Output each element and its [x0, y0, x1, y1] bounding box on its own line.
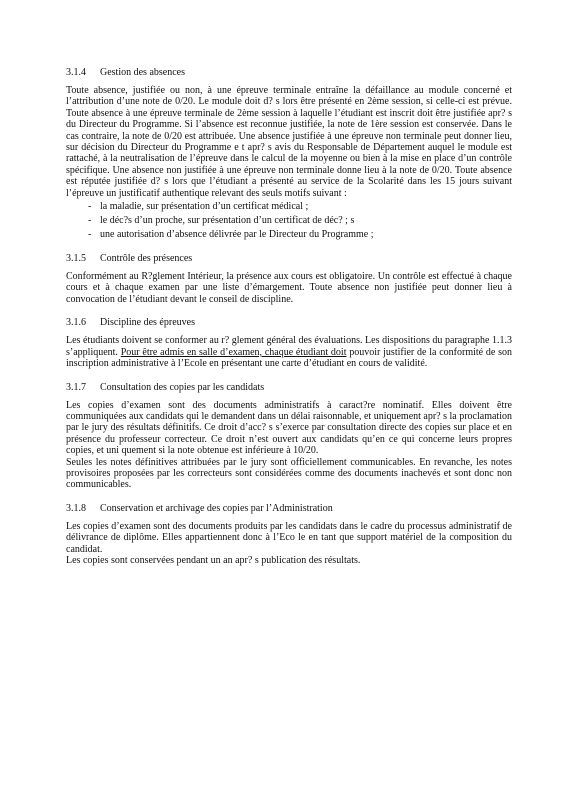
list-item-text: la maladie, sur présentation d’un certificat médical ;	[100, 201, 309, 213]
section-number: 3.1.6	[66, 317, 86, 329]
list-item-text: le déc?s d’un proche, sur présentation d’un certificat de déc? ; s	[100, 215, 355, 227]
list-item: - une autorisation d’absence délivrée par le Directeur du Programme ;	[88, 229, 374, 241]
section-conservation-copies	[66, 502, 512, 567]
section-title: Consultation des copies par les candidats	[100, 381, 265, 393]
section-heading	[66, 502, 512, 515]
section-number: 3.1.5	[66, 253, 86, 265]
section-paragraph	[66, 335, 512, 369]
section-heading	[66, 381, 512, 394]
section-paragraph: Les copies d’examen sont des documents produits par les candidats dans le cadre du processus administratif de délivrance de diplôme. Elles appartiennent donc à l’Eco le en tant que support matériel de la composition du candidat.	[66, 520, 512, 555]
paragraph-text: pouvoir justifier de la conformité de son inscription administrative à l’Ecole en présentant une carte d’étudiant en cours de validité.	[66, 346, 512, 370]
list-item-text: une autorisation d’absence délivrée par le Directeur du Programme ;	[100, 229, 374, 241]
section-heading	[66, 252, 512, 265]
list-item: - la maladie, sur présentation d’un certificat médical ;	[88, 201, 309, 213]
section-title: Conservation et archivage des copies par l’Administration	[100, 502, 333, 514]
underlined-text: Pour être admis en salle d’examen, chaque étudiant doit	[120, 346, 347, 358]
document-page	[66, 66, 512, 577]
paragraph-text: Les étudiants doivent se conformer au r? glement général des évaluations. Les dispositions du paragraphe 1.1.3 s’appliquent.	[66, 335, 512, 358]
list-item: - le déc?s d’un proche, sur présentation d’un certificat de déc? ; s	[88, 215, 355, 227]
section-heading	[66, 66, 512, 79]
section-number: 3.1.7	[66, 381, 86, 393]
section-number: 3.1.4	[66, 67, 86, 78]
section-gestion-absences	[66, 66, 512, 241]
section-paragraph: Les copies d’examen sont des documents administratifs à caract?re nominatif. Elles doivent être communiquées aux candidats qui le demandent dans un délai raisonnable, et uniquement apr? s la proclamation par le jury des résultats définitifs. Ce droit d’acc? s s’exerce par consultation directe des copies sur place et en présence du professeur correcteur. Ce droit n’est ouvert aux candidats qu’en ce qui concerne leurs propres copies, et uni quement si la note obtenue est inférieure à 10/20.	[66, 399, 512, 457]
section-title: Gestion des absences	[100, 67, 185, 78]
section-paragraph: Toute absence, justifiée ou non, à une épreuve terminale entraîne la défaillance au module concerné et l’attribution d’une note de 0/20. Le module doit d? s lors être présenté en 2ème session, si celle-ci est prévue. Toute absence à une épreuve terminale de 2ème session à laquelle l’étudiant est inscrit doit être justifiée apr? s du Directeur du Programme. Si l’absence est reconnue justifiée, la note de 1ère session est conservée. Dans le cas contraire, la note de 0/20 est attribuée. Une absence justifiée à une épreuve non terminale peut donner lieu, sur décision du Directeur du Programme e t apr? s avis du Responsable de Département auquel le module est rattaché, à la neutralisation de l’épreuve dans le calcul de la moyenne ou bien à la mise en place d’un contrôle spécifique. Une absence non justifiée à une épreuve non terminale donne lieu à la note de 0/20. Toute absence est réputée justifiée d? s lors que l’étudiant a présenté au service de la Scolarité dans les 15 jours suivant l’épreuve un justificatif authentique relevant des seuls motifs suivant :	[66, 85, 512, 199]
section-heading	[66, 316, 512, 329]
section-title: Contrôle des présences	[100, 253, 193, 265]
section-discipline-epreuves	[66, 316, 512, 369]
section-controle-presences	[66, 252, 512, 305]
bullet-list	[66, 200, 512, 241]
section-paragraph: Seules les notes définitives attribuées par le jury sont officiellement communicables. En revanche, les notes provisoires proposées par les correcteurs sont considérées comme des documents inachevés et sont donc non communicables.	[66, 456, 512, 491]
section-consultation-copies	[66, 381, 512, 491]
section-paragraph: Conformément au R?glement Intérieur, la présence aux cours est obligatoire. Un contrôle est effectué à chaque cours et à chaque examen par une liste d’émargement. Toute absence non justifiée peut donner lieu à convocation de l’étudiant devant le conseil de discipline.	[66, 271, 512, 305]
section-number: 3.1.8	[66, 502, 86, 514]
section-title: Discipline des épreuves	[100, 317, 195, 329]
section-paragraph: Les copies sont conservées pendant un an apr? s publication des résultats.	[66, 554, 361, 566]
